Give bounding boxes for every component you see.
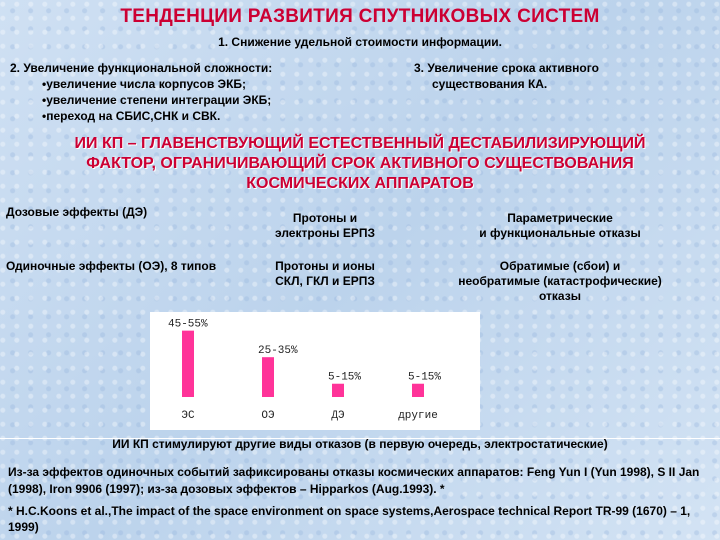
section2-bullet: •увеличение числа корпусов ЭКБ; bbox=[42, 77, 247, 91]
result-dose-line2: и функциональные отказы bbox=[479, 226, 641, 240]
subtitle: 1. Снижение удельной стоимости информации. bbox=[218, 35, 502, 49]
effect-single: Одиночные эффекты (ОЭ), 8 типов bbox=[6, 259, 217, 273]
result-dose bbox=[430, 211, 690, 241]
main-statement-line2: ФАКТОР, ОГРАНИЧИВАЮЩИЙ СРОК АКТИВНОГО СУЩЕСТВОВАНИЯ bbox=[86, 155, 634, 172]
chart-bar-2 bbox=[332, 384, 344, 397]
source-single bbox=[255, 259, 395, 289]
chart-category-label-3: другие bbox=[398, 410, 438, 422]
section2-bullet: •увеличение степени интеграции ЭКБ; bbox=[42, 93, 272, 107]
section2-bullet: •переход на СБИС,СНК и СВК. bbox=[42, 109, 221, 123]
chart-category-label-2: ДЭ bbox=[331, 410, 345, 422]
section2-heading: 2. Увеличение функциональной сложности: bbox=[10, 61, 273, 75]
chart-value-label-0: 45-55% bbox=[168, 318, 208, 331]
result-dose-line1: Параметрические bbox=[507, 211, 613, 225]
source-dose-line2: электроны ЕРПЗ bbox=[275, 226, 375, 240]
result-single-line3: отказы bbox=[539, 289, 581, 303]
chart-value-label-2: 5-15% bbox=[328, 371, 362, 384]
chart-bar-1 bbox=[262, 357, 274, 397]
result-single-line2: необратимые (катастрофические) bbox=[458, 274, 662, 288]
section3-line2: существования КА. bbox=[432, 77, 548, 91]
note-spacecraft-failures: Из-за эффектов одиночных событий зафиксированы отказы космических аппаратов: Feng Yun I (Yun 1998), S II Jan (1998), Iron 9906 (1997); из-за дозовых эффектов – Hipparkos (Aug.1993). * bbox=[8, 465, 700, 496]
section3-line1: 3. Увеличение срока активного bbox=[414, 61, 599, 75]
page-title: ТЕНДЕНЦИИ РАЗВИТИЯ СПУТНИКОВЫХ СИСТЕМ bbox=[120, 6, 600, 27]
section-active-lifetime bbox=[414, 60, 599, 92]
source-single-line1: Протоны и ионы bbox=[275, 259, 375, 273]
effect-dose: Дозовые эффекты (ДЭ) bbox=[6, 205, 148, 219]
source-dose-line1: Протоны и bbox=[292, 211, 358, 225]
main-statement-line3: КОСМИЧЕСКИХ АППАРАТОВ bbox=[246, 175, 474, 192]
note-other-failures: ИИ КП стимулируют другие виды отказов (в первую очередь, электростатические) bbox=[112, 437, 608, 451]
note-reference: * H.C.Koons et al.,The impact of the space environment on space systems,Aerospace technical Report TR-99 (1670) – 1, 1999) bbox=[8, 504, 691, 534]
chart-category-label-0: ЭС bbox=[181, 410, 195, 422]
chart-value-label-3: 5-15% bbox=[408, 371, 442, 384]
section-functional-complexity bbox=[10, 60, 272, 124]
main-statement bbox=[0, 134, 720, 194]
result-single-line1: Обратимые (сбои) и bbox=[499, 259, 621, 273]
chart-bar-0 bbox=[182, 331, 194, 397]
result-single bbox=[420, 259, 700, 304]
chart-category-label-1: ОЭ bbox=[261, 410, 275, 422]
failure-share-chart bbox=[150, 312, 480, 430]
source-single-line2: СКЛ, ГКЛ и ЕРПЗ bbox=[275, 274, 375, 288]
source-dose bbox=[255, 211, 395, 241]
main-statement-line1: ИИ КП – ГЛАВЕНСТВУЮЩИЙ ЕСТЕСТВЕННЫЙ ДЕСТАБИЛИЗИРУЮЩИЙ bbox=[74, 135, 646, 152]
chart-bar-3 bbox=[412, 384, 424, 397]
chart-value-label-1: 25-35% bbox=[258, 345, 298, 358]
